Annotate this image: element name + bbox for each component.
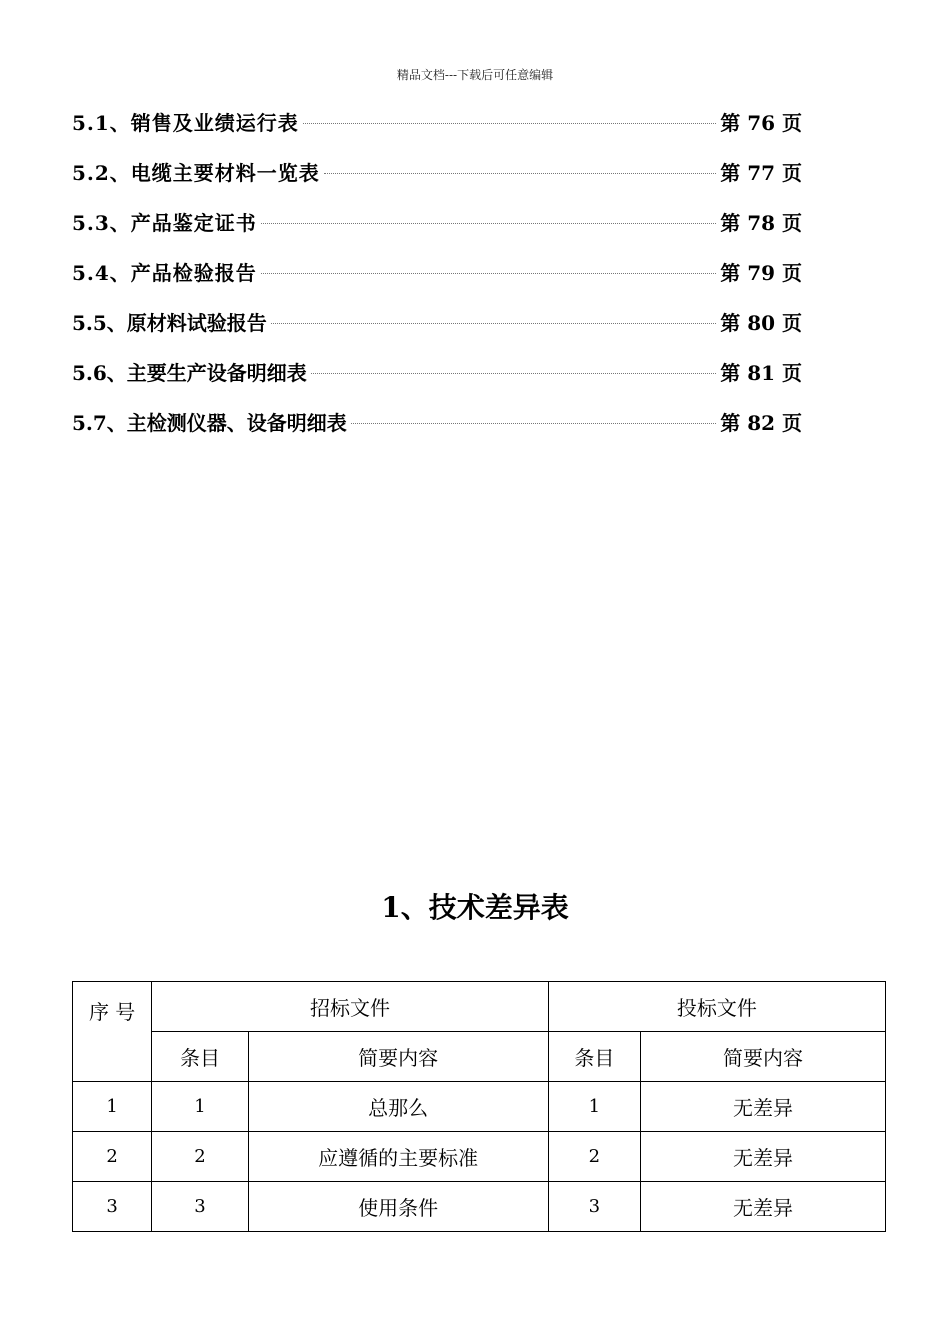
cell-seq: 3 (73, 1182, 152, 1232)
cell-seq: 1 (73, 1082, 152, 1132)
subheader-tender-content: 简要内容 (248, 1032, 548, 1082)
section-title: 1、技术差异表 (381, 891, 569, 924)
subheader-tender-item: 条目 (152, 1032, 248, 1082)
toc-entry-label: 5.1、销售及业绩运行表 (72, 110, 299, 135)
cell-tender-item: 3 (152, 1182, 248, 1232)
toc-entry[interactable] (72, 246, 802, 296)
cell-tender-item: 2 (152, 1132, 248, 1182)
toc-leader-dots (261, 222, 716, 224)
toc-leader-dots (303, 122, 716, 124)
toc-entry-page: 第 76 页 (720, 110, 802, 135)
cell-bid-item: 1 (548, 1082, 640, 1132)
header-seq: 序 号 (73, 982, 152, 1082)
toc-entry-label: 5.4、产品检验报告 (72, 260, 257, 285)
cell-bid-content: 无差异 (641, 1182, 886, 1232)
toc-entry[interactable] (72, 146, 802, 196)
page-header: 精品文档---下载后可任意编辑 (396, 68, 554, 82)
header-bid-document: 投标文件 (548, 982, 885, 1032)
toc-leader-dots (324, 172, 716, 174)
toc-entry-label: 5.5、原材料试验报告 (72, 310, 267, 335)
toc-entry[interactable] (72, 396, 802, 446)
toc-leader-dots (311, 372, 716, 374)
toc-entry-label: 5.3、产品鉴定证书 (72, 210, 257, 235)
toc-entry-page: 第 78 页 (720, 210, 802, 235)
table-row (73, 1082, 886, 1132)
cell-seq: 2 (73, 1132, 152, 1182)
table-of-contents (72, 96, 802, 446)
toc-entry[interactable] (72, 346, 802, 396)
toc-entry-page: 第 77 页 (720, 160, 802, 185)
toc-leader-dots (271, 322, 716, 324)
toc-entry-page: 第 81 页 (720, 360, 802, 385)
cell-tender-content: 总那么 (248, 1082, 548, 1132)
cell-tender-content: 应遵循的主要标准 (248, 1132, 548, 1182)
toc-leader-dots (261, 272, 716, 274)
table-row (73, 1182, 886, 1232)
toc-entry-label: 5.2、电缆主要材料一览表 (72, 160, 320, 185)
toc-entry-page: 第 79 页 (720, 260, 802, 285)
toc-entry[interactable] (72, 196, 802, 246)
toc-entry-label: 5.6、主要生产设备明细表 (72, 360, 307, 385)
table-subheader-row (73, 1032, 886, 1082)
toc-entry-page: 第 82 页 (720, 410, 802, 435)
technical-difference-table (72, 981, 886, 1232)
cell-bid-content: 无差异 (641, 1132, 886, 1182)
cell-bid-content: 无差异 (641, 1082, 886, 1132)
table-row (73, 1132, 886, 1182)
table-header-row (73, 982, 886, 1032)
toc-entry-page: 第 80 页 (720, 310, 802, 335)
cell-tender-content: 使用条件 (248, 1182, 548, 1232)
toc-entry[interactable] (72, 296, 802, 346)
cell-tender-item: 1 (152, 1082, 248, 1132)
cell-bid-item: 3 (548, 1182, 640, 1232)
subheader-bid-content: 简要内容 (641, 1032, 886, 1082)
toc-entry-label: 5.7、主检测仪器、设备明细表 (72, 410, 347, 435)
subheader-bid-item: 条目 (548, 1032, 640, 1082)
header-tender-document: 招标文件 (152, 982, 548, 1032)
toc-leader-dots (351, 422, 716, 424)
cell-bid-item: 2 (548, 1132, 640, 1182)
toc-entry[interactable] (72, 96, 802, 146)
